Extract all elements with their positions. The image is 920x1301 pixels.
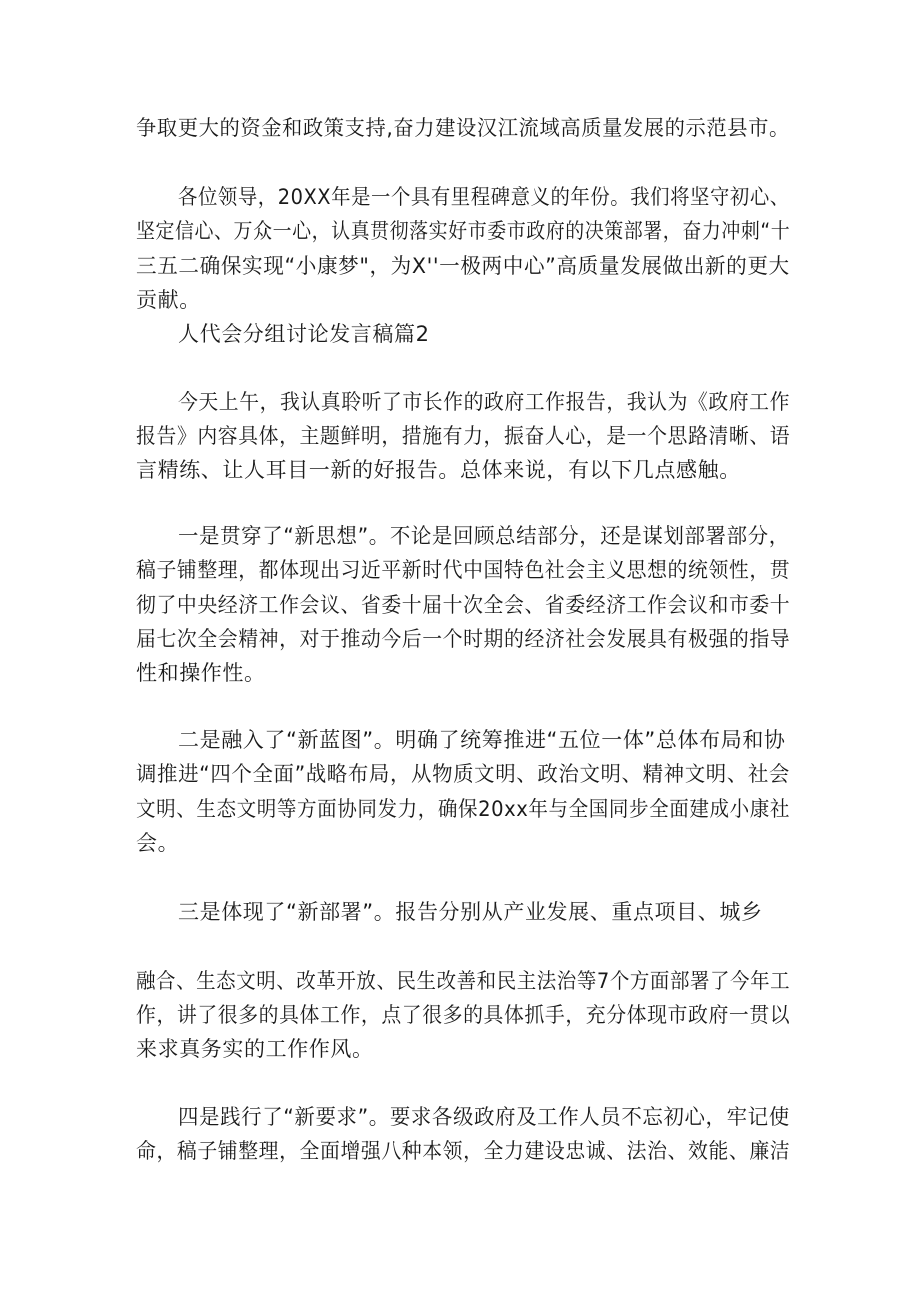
text-line: 会。: [136, 831, 180, 855]
text-line: 争取更大的资金和政策支持,奋力建设汉江流域高质量发展的示范县市。: [136, 116, 790, 140]
text-line: 文明、生态文明等方面协同发力，确保20xx年与全国同步全面建成小康社: [136, 797, 790, 821]
text-line: 二是融入了“新蓝图”。明确了统筹推进“五位一体”总体布局和协: [178, 728, 786, 752]
text-line: 融合、生态文明、改革开放、民生改善和民主法治等7个方面部署了今年工: [136, 969, 791, 993]
text-line: 稿子铺整理，都体现出习近平新时代中国特色社会主义思想的统领性，贯: [136, 558, 791, 582]
text-line: 彻了中央经济工作会议、省委十届十次全会、省委经济工作会议和市委十: [136, 593, 791, 617]
text-line: 来求真务实的工作作风。: [136, 1037, 374, 1061]
text-line: 今天上午，我认真聆听了市长作的政府工作报告，我认为《政府工作: [178, 390, 790, 414]
text-line: 一是贯穿了“新思想”。不论是回顾总结部分，还是谋划部署部分，: [178, 524, 790, 548]
text-line: 报告》内容具体，主题鲜明，措施有力，振奋人心，是一个思路清晰、语: [136, 424, 791, 448]
text-line: 命，稿子铺整理，全面增强八种本领，全力建设忠诚、法治、效能、廉洁: [136, 1139, 791, 1163]
text-line: 坚定信心、万众一心，认真贯彻落实好市委市政府的决策部署，奋力冲刺“十: [136, 219, 791, 243]
text-line: 性和操作性。: [136, 661, 266, 685]
text-line: 四是践行了“新要求”。要求各级政府及工作人员不忘初心，牢记使: [178, 1105, 790, 1129]
text-line: 三五二确保实现“小康梦"，为X''一极两中心”高质量发展做出新的更大: [136, 254, 790, 278]
text-line: 各位领导，20XX年是一个具有里程碑意义的年份。我们将坚守初心、: [178, 185, 790, 209]
section-heading: 人代会分组讨论发言稿篇2: [178, 322, 430, 346]
text-line: 调推进“四个全面”战略布局，从物质文明、政治文明、精神文明、社会: [136, 762, 790, 786]
text-line: 三是体现了“新部署”。报告分别从产业发展、重点项目、城乡: [178, 900, 763, 924]
text-line: 届七次全会精神，对于推动今后一个时期的经济社会发展具有极强的指导: [136, 627, 791, 651]
text-line: 贡献。: [136, 288, 201, 312]
text-line: 作，讲了很多的具体工作，点了很多的具体抓手，充分体现市政府一贯以: [136, 1003, 791, 1027]
text-line: 言精练、让人耳目一新的好报告。总体来说，有以下几点感触。: [136, 458, 741, 482]
